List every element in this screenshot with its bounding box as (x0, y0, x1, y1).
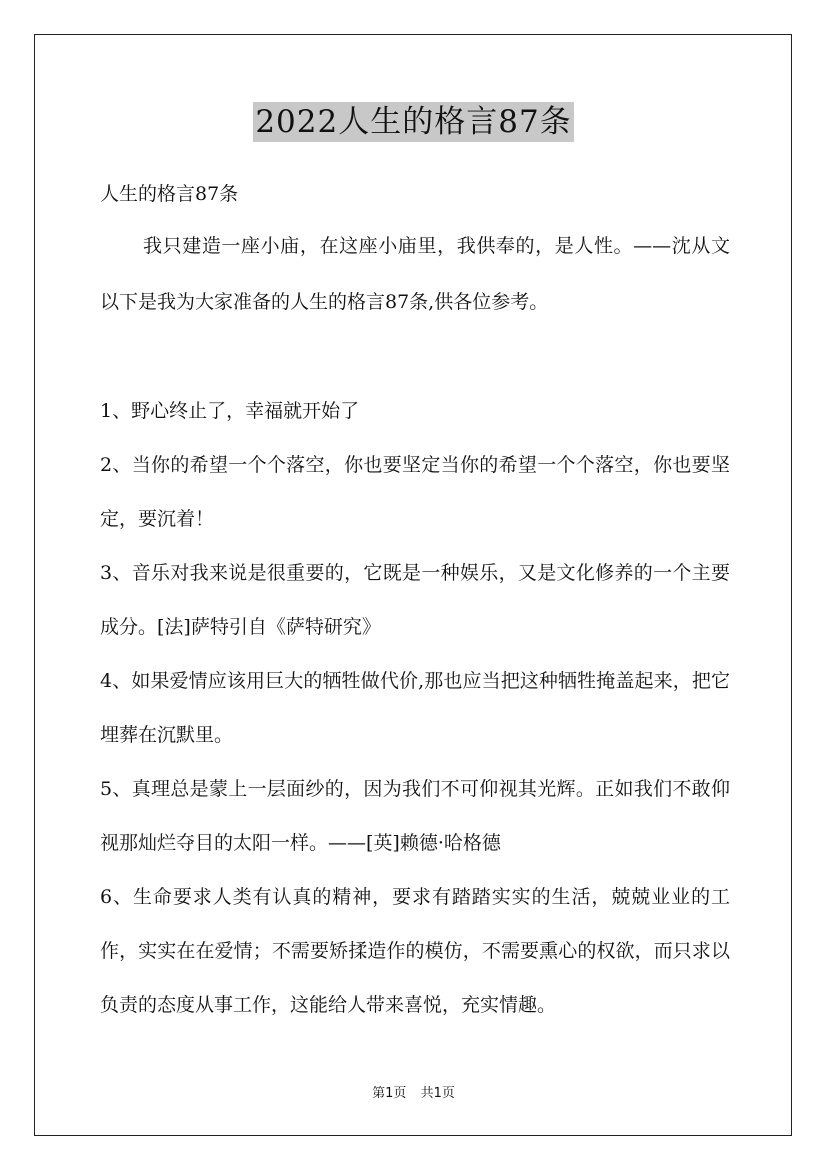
document-body (100, 174, 730, 1032)
quote-item: 1、野心终止了，幸福就开始了 (100, 400, 360, 422)
quote-item: 2、当你的希望一个个落空，你也要坚定当你的希望一个个落空，你也要坚定，要沉着！ (100, 454, 730, 530)
page-total: 共1页 (420, 1086, 455, 1101)
page-footer (0, 1082, 827, 1101)
document-title: 2022人生的格言87条 (255, 104, 572, 140)
quote-item: 4、如果爱情应该用巨大的牺牲做代价,那也应当把这种牺牲掩盖起来，把它埋葬在沉默里。 (100, 670, 730, 746)
title-container (0, 102, 827, 142)
quote-item: 6、生命要求人类有认真的精神，要求有踏踏实实的生活，兢兢业业的工作，实实在在爱情；不需要矫揉造作的模仿，不需要熏心的权欲，而只求以负责的态度从事工作，这能给人带来喜悦，充实情趣。 (100, 886, 730, 1016)
page-number: 第1页 (372, 1086, 407, 1101)
document-subtitle: 人生的格言87条 (100, 183, 239, 205)
quote-item: 5、真理总是蒙上一层面纱的，因为我们不可仰视其光辉。正如我们不敢仰视那灿烂夺目的太阳一样。——[英]赖德·哈格德 (100, 778, 730, 854)
quote-list (100, 384, 730, 1032)
intro-paragraph: 我只建造一座小庙，在这座小庙里，我供奉的，是人性。——沈从文以下是我为大家准备的人生的格言87条,供各位参考。 (100, 235, 730, 313)
quote-item: 3、音乐对我来说是很重要的，它既是一种娱乐，又是文化修养的一个主要成分。[法]萨特引自《萨特研究》 (100, 562, 730, 638)
